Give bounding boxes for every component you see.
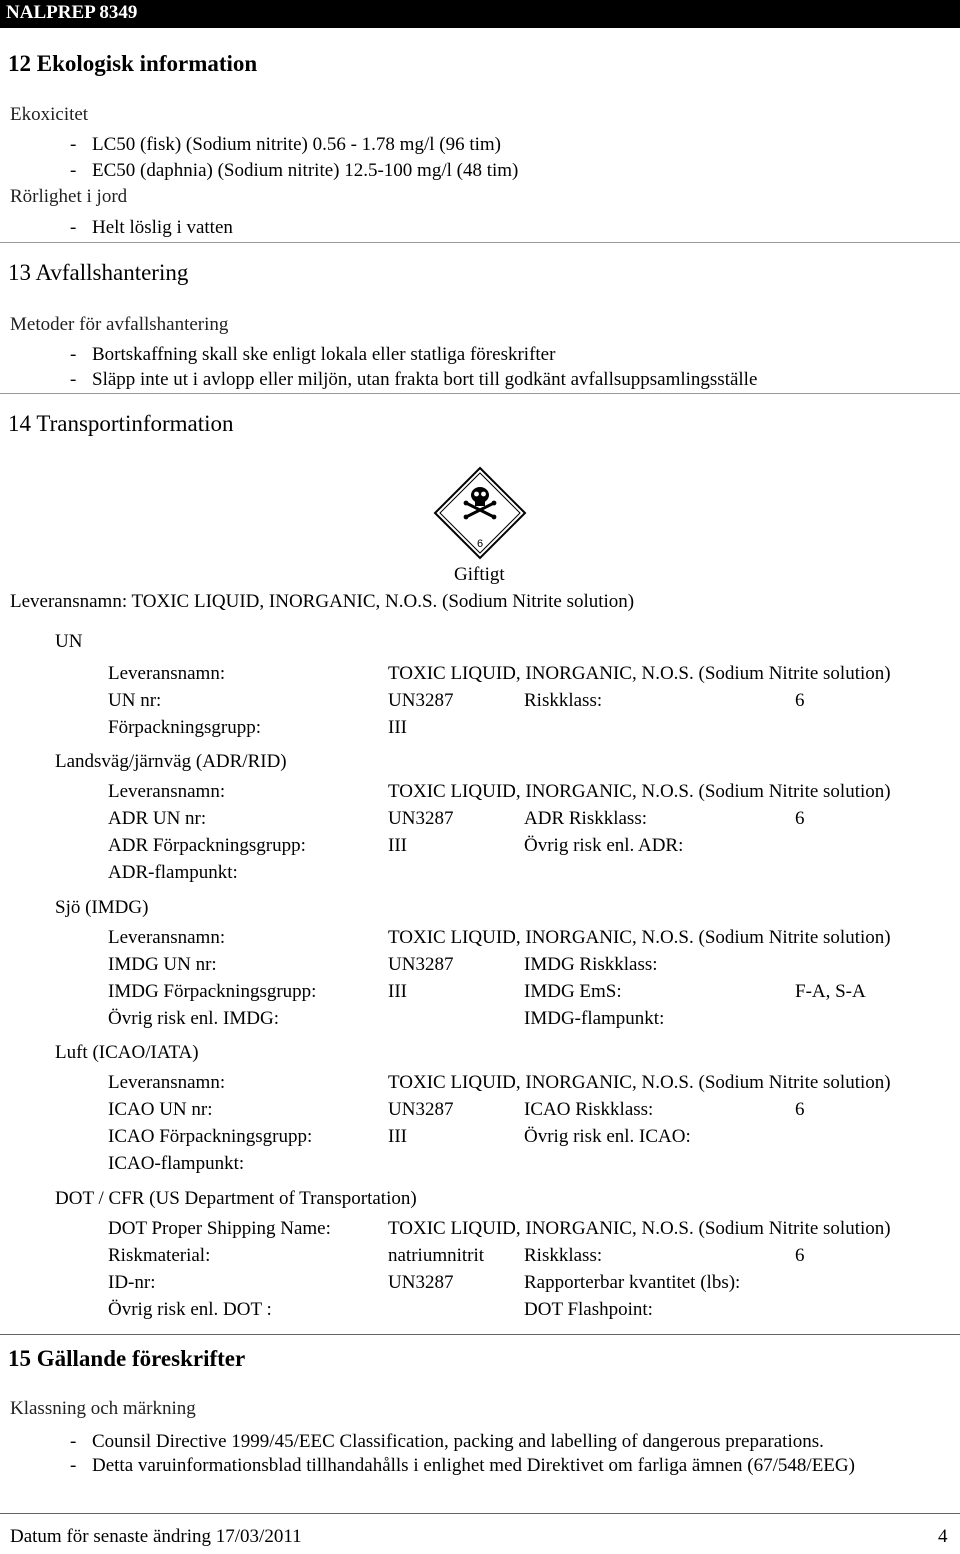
list-item: - LC50 (fisk) (Sodium nitrite) 0.56 - 1.78 mg/l (96 tim)	[70, 134, 501, 155]
field-value: TOXIC LIQUID, INORGANIC, N.O.S. (Sodium Nitrite solution)	[388, 1218, 891, 1239]
field-label: IMDG EmS:	[524, 981, 622, 1002]
field-value: TOXIC LIQUID, INORGANIC, N.O.S. (Sodium Nitrite solution)	[388, 1072, 891, 1093]
field-label: Riskklass:	[524, 1245, 603, 1266]
transport-group-title: UN	[55, 631, 83, 652]
section-13-heading: 13 Avfallshantering	[8, 260, 189, 285]
field-label: DOT Proper Shipping Name:	[108, 1218, 331, 1239]
field-value: TOXIC LIQUID, INORGANIC, N.O.S. (Sodium Nitrite solution)	[388, 781, 891, 802]
field-label: Rapporterbar kvantitet (lbs):	[524, 1272, 741, 1293]
field-label: Övrig risk enl. IMDG:	[108, 1008, 279, 1029]
toxic-pictogram-icon	[433, 466, 527, 560]
list-item: - EC50 (daphnia) (Sodium nitrite) 12.5-100 mg/l (48 tim)	[70, 160, 519, 181]
document-title: NALPREP 8349	[6, 2, 138, 23]
field-value: UN3287	[388, 690, 454, 711]
field-label: IMDG Förpackningsgrupp:	[108, 981, 317, 1002]
field-value: UN3287	[388, 808, 454, 829]
field-value: TOXIC LIQUID, INORGANIC, N.O.S. (Sodium Nitrite solution)	[388, 663, 891, 684]
transport-group-title: Sjö (IMDG)	[55, 897, 149, 918]
list-item: - Detta varuinformationsblad tillhandahålls i enlighet med Direktivet om farliga ämnen (67/548/EEG)	[70, 1455, 855, 1476]
section-12-heading: 12 Ekologisk information	[8, 51, 258, 76]
section-divider	[0, 1334, 960, 1335]
field-label: Leveransnamn:	[108, 1072, 226, 1093]
field-value: III	[388, 835, 407, 856]
field-label: ICAO Förpackningsgrupp:	[108, 1126, 313, 1147]
section-15-heading: 15 Gällande föreskrifter	[8, 1346, 246, 1371]
list-item: - Helt löslig i vatten	[70, 217, 233, 238]
field-label: ADR Förpackningsgrupp:	[108, 835, 306, 856]
field-label: Riskmaterial:	[108, 1245, 211, 1266]
field-value: 6	[795, 1099, 805, 1120]
transport-group-title: DOT / CFR (US Department of Transportation)	[55, 1188, 417, 1209]
section-divider	[0, 393, 960, 394]
field-label: DOT Flashpoint:	[524, 1299, 653, 1320]
field-label: ICAO Riskklass:	[524, 1099, 654, 1120]
field-value: III	[388, 981, 407, 1002]
field-label: IMDG Riskklass:	[524, 954, 658, 975]
pictogram-caption: Giftigt	[454, 564, 505, 585]
page-number: 4	[938, 1526, 948, 1547]
classification-label: Klassning och märkning	[10, 1398, 196, 1419]
class-number: 6	[476, 538, 484, 550]
field-label: IMDG-flampunkt:	[524, 1008, 665, 1029]
field-label: Förpackningsgrupp:	[108, 717, 262, 738]
field-label: ICAO UN nr:	[108, 1099, 213, 1120]
field-label: ICAO-flampunkt:	[108, 1153, 245, 1174]
field-label: UN nr:	[108, 690, 162, 711]
field-value: III	[388, 717, 407, 738]
mobility-label: Rörlighet i jord	[10, 186, 128, 207]
field-value: natriumnitrit	[388, 1245, 485, 1266]
waste-methods-label: Metoder för avfallshantering	[10, 314, 229, 335]
list-item: - Släpp inte ut i avlopp eller miljön, utan frakta bort till godkänt avfallsuppsamlingsställe	[70, 369, 758, 390]
field-value: F-A, S-A	[795, 981, 866, 1002]
shipping-name-line: Leveransnamn: TOXIC LIQUID, INORGANIC, N.O.S. (Sodium Nitrite solution)	[10, 591, 635, 612]
field-value: 6	[795, 690, 805, 711]
field-label: IMDG UN nr:	[108, 954, 217, 975]
footer-divider	[0, 1513, 960, 1514]
ecotoxicity-label: Ekoxicitet	[10, 104, 89, 125]
field-value: UN3287	[388, 1272, 454, 1293]
list-item: - Counsil Directive 1999/45/EEC Classification, packing and labelling of dangerous preparations.	[70, 1431, 824, 1452]
transport-group-title: Landsväg/järnväg (ADR/RID)	[55, 751, 287, 772]
field-value: 6	[795, 1245, 805, 1266]
field-value: UN3287	[388, 1099, 454, 1120]
header-bar	[0, 0, 960, 28]
field-label: Leveransnamn:	[108, 927, 226, 948]
section-divider	[0, 242, 960, 243]
transport-group-title: Luft (ICAO/IATA)	[55, 1042, 199, 1063]
field-label: ADR-flampunkt:	[108, 862, 238, 883]
field-value: III	[388, 1126, 407, 1147]
field-label: ADR UN nr:	[108, 808, 207, 829]
footer-date: Datum för senaste ändring 17/03/2011	[10, 1526, 302, 1547]
section-14-heading: 14 Transportinformation	[8, 411, 234, 436]
field-value: TOXIC LIQUID, INORGANIC, N.O.S. (Sodium Nitrite solution)	[388, 927, 891, 948]
field-label: Övrig risk enl. DOT :	[108, 1299, 272, 1320]
field-label: Övrig risk enl. ICAO:	[524, 1126, 691, 1147]
list-item: - Bortskaffning skall ske enligt lokala eller statliga föreskrifter	[70, 344, 556, 365]
field-label: Leveransnamn:	[108, 663, 226, 684]
field-label: ID-nr:	[108, 1272, 156, 1293]
field-label: Övrig risk enl. ADR:	[524, 835, 684, 856]
field-label: ADR Riskklass:	[524, 808, 647, 829]
field-label: Riskklass:	[524, 690, 603, 711]
field-value: UN3287	[388, 954, 454, 975]
field-label: Leveransnamn:	[108, 781, 226, 802]
field-value: 6	[795, 808, 805, 829]
